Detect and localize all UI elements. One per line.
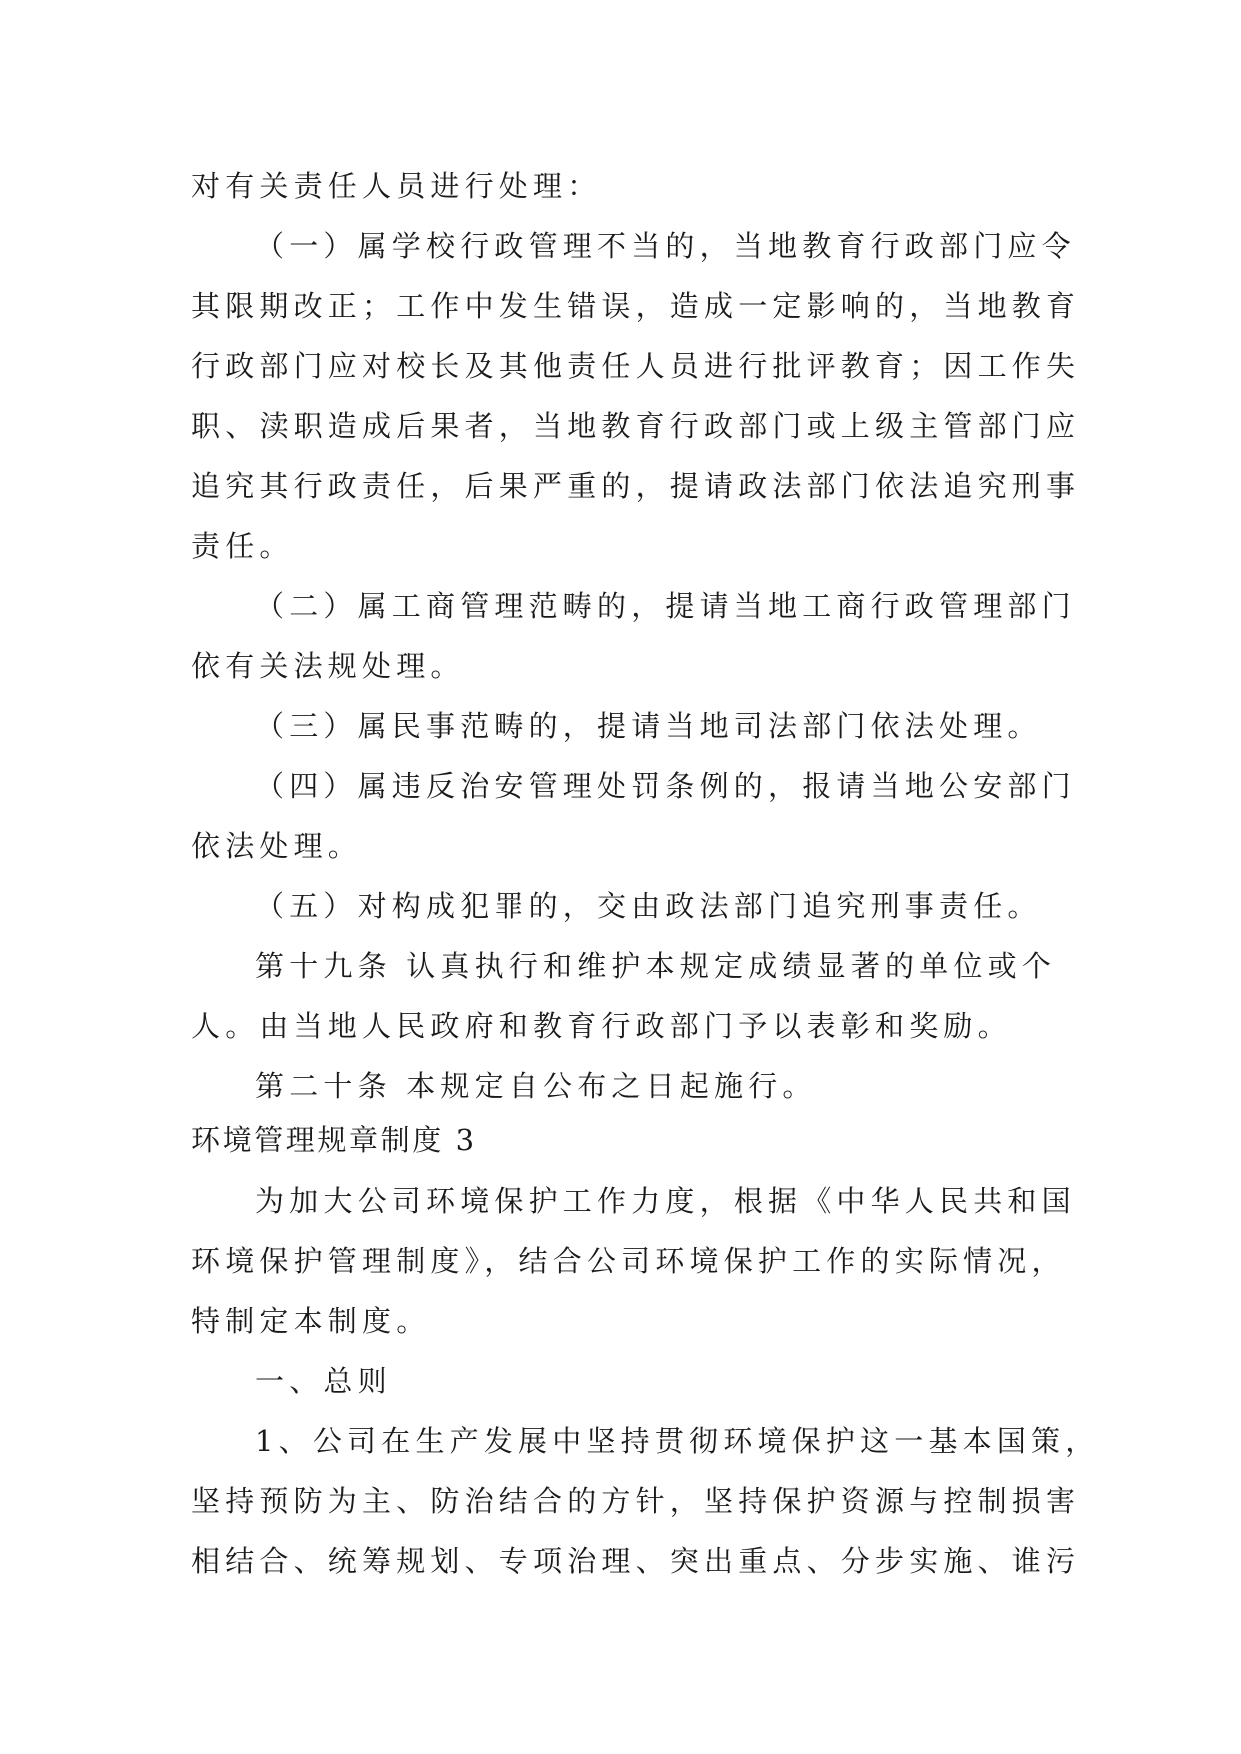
text-line: （二）属工商管理范畴的，提请当地工商行政管理部门 bbox=[255, 589, 1076, 623]
text-line: 坚持预防为主、防治结合的方针，坚持保护资源与控制损害 bbox=[191, 1484, 1081, 1518]
text-line: （四）属违反治安管理处罚条例的，报请当地公安部门 bbox=[255, 769, 1076, 803]
text-line: 第二十条 本规定自公布之日起施行。 bbox=[255, 1069, 817, 1103]
text-line: （一）属学校行政管理不当的，当地教育行政部门应令 bbox=[255, 229, 1076, 263]
text-line: 第十九条 认真执行和维护本规定成绩显著的单位或个 bbox=[255, 949, 1057, 983]
text-line: 人。由当地人民政府和教育行政部门予以表彰和奖励。 bbox=[191, 1009, 1012, 1043]
text-line: 职、渎职造成后果者，当地教育行政部门或上级主管部门应 bbox=[191, 409, 1081, 443]
text-line: 对有关责任人员进行处理： bbox=[191, 169, 602, 203]
text-line: 相结合、统筹规划、专项治理、突出重点、分步实施、谁污 bbox=[191, 1544, 1081, 1578]
text-line: 为加大公司环境保护工作力度，根据《中华人民共和国 bbox=[255, 1184, 1076, 1218]
section-heading: 一、总则 bbox=[255, 1364, 392, 1398]
section-title: 环境管理规章制度 3 bbox=[191, 1123, 477, 1157]
text-line: 责任。 bbox=[191, 529, 294, 563]
text-line: 环境保护管理制度》，结合公司环境保护工作的实际情况， bbox=[191, 1244, 1066, 1278]
text-line: 依法处理。 bbox=[191, 829, 363, 863]
text-line: 依有关法规处理。 bbox=[191, 649, 465, 683]
text-line: 其限期改正；工作中发生错误，造成一定影响的，当地教育 bbox=[191, 289, 1081, 323]
text-line: （五）对构成犯罪的，交由政法部门追究刑事责任。 bbox=[255, 889, 1042, 923]
text-line: 行政部门应对校长及其他责任人员进行批评教育；因工作失 bbox=[191, 349, 1081, 383]
text-line: 追究其行政责任，后果严重的，提请政法部门依法追究刑事 bbox=[191, 469, 1081, 503]
text-line: 1、公司在生产发展中坚持贯彻环境保护这一基本国策， bbox=[255, 1424, 1100, 1458]
text-line: （三）属民事范畴的，提请当地司法部门依法处理。 bbox=[255, 709, 1042, 743]
text-line: 特制定本制度。 bbox=[191, 1304, 431, 1338]
